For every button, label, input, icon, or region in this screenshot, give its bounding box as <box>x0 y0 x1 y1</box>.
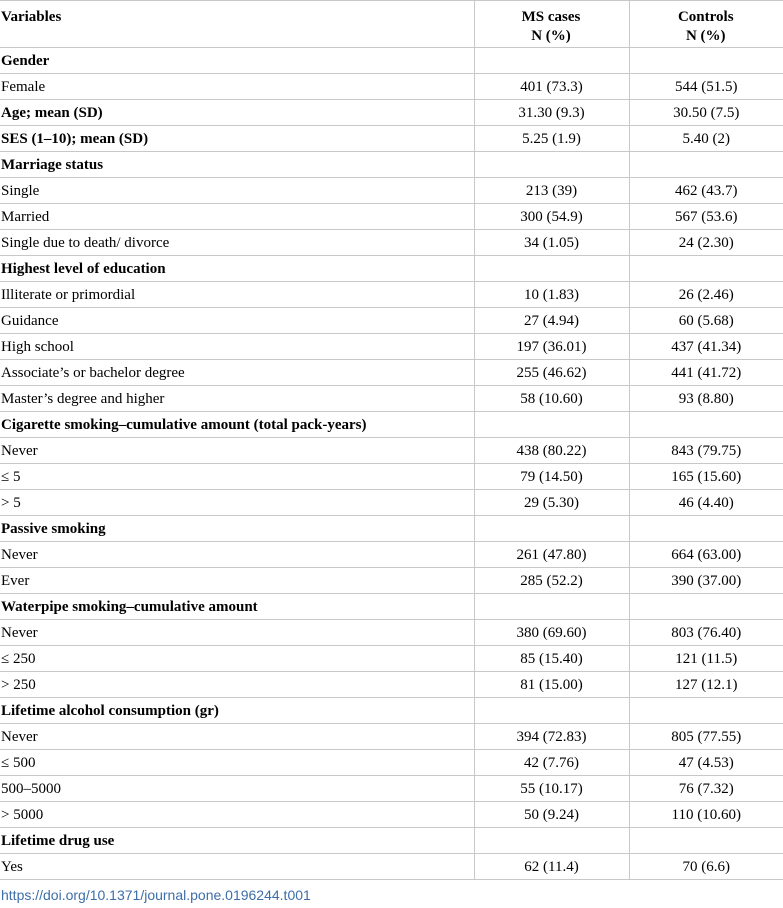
controls-cell: 26 (2.46) <box>629 282 783 308</box>
ms-cases-cell: 27 (4.94) <box>474 308 629 334</box>
table-row <box>0 464 783 490</box>
table-row <box>0 568 783 594</box>
section-label: Lifetime alcohol consumption (gr) <box>0 698 474 724</box>
controls-cell: 93 (8.80) <box>629 386 783 412</box>
controls-cell: 805 (77.55) <box>629 724 783 750</box>
ms-cases-cell: 380 (69.60) <box>474 620 629 646</box>
variable-label: Illiterate or primordial <box>0 282 474 308</box>
ms-cases-cell: 10 (1.83) <box>474 282 629 308</box>
variable-label: > 250 <box>0 672 474 698</box>
controls-cell: 46 (4.40) <box>629 490 783 516</box>
ms-cases-cell: 213 (39) <box>474 178 629 204</box>
ms-cases-cell: 5.25 (1.9) <box>474 126 629 152</box>
section-header-row <box>0 412 783 438</box>
ms-cases-cell <box>474 152 629 178</box>
controls-cell: 30.50 (7.5) <box>629 100 783 126</box>
section-label: Cigarette smoking–cumulative amount (total pack-years) <box>0 412 474 438</box>
table-row <box>0 620 783 646</box>
ms-cases-cell: 34 (1.05) <box>474 230 629 256</box>
ms-cases-cell: 285 (52.2) <box>474 568 629 594</box>
controls-cell: 390 (37.00) <box>629 568 783 594</box>
table-row <box>0 646 783 672</box>
table-row <box>0 854 783 880</box>
table-row <box>0 230 783 256</box>
ms-cases-cell: 31.30 (9.3) <box>474 100 629 126</box>
ms-cases-cell: 197 (36.01) <box>474 334 629 360</box>
table-body <box>0 48 783 880</box>
header-ms-cases-unit: N (%) <box>531 28 571 44</box>
controls-cell: 60 (5.68) <box>629 308 783 334</box>
controls-cell: 462 (43.7) <box>629 178 783 204</box>
controls-cell: 843 (79.75) <box>629 438 783 464</box>
controls-cell: 70 (6.6) <box>629 854 783 880</box>
header-controls-unit: N (%) <box>685 28 726 44</box>
variable-label: > 5000 <box>0 802 474 828</box>
controls-cell <box>629 256 783 282</box>
variable-label: Married <box>0 204 474 230</box>
variable-label: Single due to death/ divorce <box>0 230 474 256</box>
variable-label: > 5 <box>0 490 474 516</box>
variable-label: Never <box>0 724 474 750</box>
controls-cell <box>629 594 783 620</box>
controls-cell <box>629 516 783 542</box>
controls-cell <box>629 828 783 854</box>
variable-label: Single <box>0 178 474 204</box>
section-header-row <box>0 256 783 282</box>
ms-cases-cell: 58 (10.60) <box>474 386 629 412</box>
section-label: Lifetime drug use <box>0 828 474 854</box>
table-header <box>0 1 783 48</box>
header-ms-cases <box>474 1 629 48</box>
section-header-row <box>0 698 783 724</box>
ms-cases-cell <box>474 412 629 438</box>
controls-cell: 165 (15.60) <box>629 464 783 490</box>
variable-label: Never <box>0 620 474 646</box>
controls-cell: 567 (53.6) <box>629 204 783 230</box>
controls-cell: 76 (7.32) <box>629 776 783 802</box>
controls-cell: 121 (11.5) <box>629 646 783 672</box>
section-header-row <box>0 48 783 74</box>
variable-label: High school <box>0 334 474 360</box>
ms-cases-cell: 62 (11.4) <box>474 854 629 880</box>
ms-cases-cell <box>474 828 629 854</box>
table-row <box>0 126 783 152</box>
table-row <box>0 802 783 828</box>
variable-label: Female <box>0 74 474 100</box>
section-header-row <box>0 828 783 854</box>
variable-label: 500–5000 <box>0 776 474 802</box>
ms-cases-cell: 42 (7.76) <box>474 750 629 776</box>
table-row <box>0 334 783 360</box>
ms-cases-cell: 79 (14.50) <box>474 464 629 490</box>
controls-cell: 441 (41.72) <box>629 360 783 386</box>
header-controls-title: Controls <box>677 9 734 25</box>
section-label: Passive smoking <box>0 516 474 542</box>
section-label: Gender <box>0 48 474 74</box>
controls-cell: 127 (12.1) <box>629 672 783 698</box>
table-row <box>0 360 783 386</box>
ms-cases-cell: 85 (15.40) <box>474 646 629 672</box>
controls-cell <box>629 152 783 178</box>
table-row <box>0 438 783 464</box>
variable-label: SES (1–10); mean (SD) <box>0 126 474 152</box>
table-row <box>0 204 783 230</box>
ms-cases-cell <box>474 256 629 282</box>
ms-cases-cell: 255 (46.62) <box>474 360 629 386</box>
variable-label: Associate’s or bachelor degree <box>0 360 474 386</box>
table-row <box>0 542 783 568</box>
variable-label: Never <box>0 542 474 568</box>
controls-cell: 5.40 (2) <box>629 126 783 152</box>
header-controls <box>629 1 783 48</box>
variable-label: Ever <box>0 568 474 594</box>
table-row <box>0 386 783 412</box>
table-row <box>0 724 783 750</box>
table-row <box>0 74 783 100</box>
variable-label: ≤ 250 <box>0 646 474 672</box>
variable-label: ≤ 500 <box>0 750 474 776</box>
variable-label: Age; mean (SD) <box>0 100 474 126</box>
ms-cases-cell: 438 (80.22) <box>474 438 629 464</box>
ms-cases-cell: 55 (10.17) <box>474 776 629 802</box>
section-label: Highest level of education <box>0 256 474 282</box>
ms-cases-cell: 50 (9.24) <box>474 802 629 828</box>
variable-label: Yes <box>0 854 474 880</box>
ms-cases-cell: 29 (5.30) <box>474 490 629 516</box>
controls-cell: 47 (4.53) <box>629 750 783 776</box>
section-header-row <box>0 594 783 620</box>
table-row <box>0 100 783 126</box>
controls-cell: 803 (76.40) <box>629 620 783 646</box>
ms-cases-cell <box>474 698 629 724</box>
ms-cases-cell: 394 (72.83) <box>474 724 629 750</box>
variable-label: Master’s degree and higher <box>0 386 474 412</box>
ms-cases-cell: 300 (54.9) <box>474 204 629 230</box>
table-row <box>0 776 783 802</box>
section-header-row <box>0 516 783 542</box>
section-label: Waterpipe smoking–cumulative amount <box>0 594 474 620</box>
controls-cell: 544 (51.5) <box>629 74 783 100</box>
controls-cell <box>629 698 783 724</box>
section-label: Marriage status <box>0 152 474 178</box>
ms-cases-cell <box>474 48 629 74</box>
controls-cell: 24 (2.30) <box>629 230 783 256</box>
table-row <box>0 282 783 308</box>
controls-cell: 110 (10.60) <box>629 802 783 828</box>
controls-cell: 664 (63.00) <box>629 542 783 568</box>
ms-cases-cell: 81 (15.00) <box>474 672 629 698</box>
ms-cases-cell <box>474 516 629 542</box>
ms-cases-cell: 401 (73.3) <box>474 74 629 100</box>
section-header-row <box>0 152 783 178</box>
header-variables: Variables <box>0 1 474 48</box>
table-row <box>0 750 783 776</box>
controls-cell: 437 (41.34) <box>629 334 783 360</box>
controls-cell <box>629 48 783 74</box>
table-row <box>0 490 783 516</box>
doi-link[interactable]: https://doi.org/10.1371/journal.pone.0196244.t001 <box>1 887 311 903</box>
table-row <box>0 178 783 204</box>
variable-label: Guidance <box>0 308 474 334</box>
ms-cases-cell <box>474 594 629 620</box>
table-row <box>0 308 783 334</box>
variable-label: Never <box>0 438 474 464</box>
header-row <box>0 1 783 48</box>
header-ms-cases-title: MS cases <box>521 9 581 25</box>
variable-label: ≤ 5 <box>0 464 474 490</box>
table-row <box>0 672 783 698</box>
controls-cell <box>629 412 783 438</box>
ms-cases-cell: 261 (47.80) <box>474 542 629 568</box>
